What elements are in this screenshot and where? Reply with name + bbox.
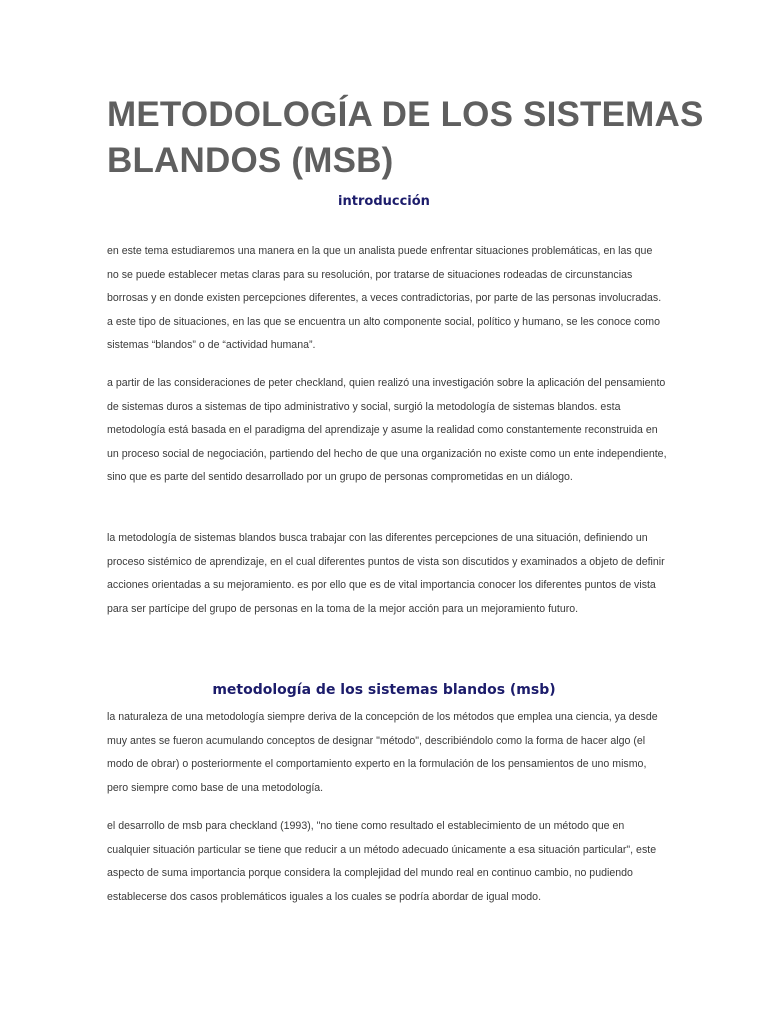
paragraph-intro-2: a partir de las consideraciones de peter checkland, quien realizó una investigación sobre la aplicación del pensamiento de sistemas duros a sistemas de tipo administrativo y social, surgió la metodología de sistemas blandos. esta metodología está basada en el paradigma del aprendizaje y asume la realidad como constantemente reconstruida en un proceso social de negociación, partiendo del hecho de que una organización no existe como un ente independiente, sino que es parte del sentido desarrollado por un grupo de personas comprometidas en un diálogo.: [107, 377, 667, 483]
document-title: METODOLOGÍA DE LOS SISTEMAS BLANDOS (MSB): [107, 95, 704, 180]
section-heading-msb: metodología de los sistemas blandos (msb): [212, 682, 556, 698]
paragraph-intro-3: la metodología de sistemas blandos busca trabajar con las diferentes percepciones de una situación, definiendo un proceso sistémico de aprendizaje, en el cual diferentes puntos de vista son discutidos y examinados a objeto de definir acciones orientadas a su mejoramiento. es por ello que es de vital importancia conocer los diferentes puntos de vista para ser partícipe del grupo de personas en la toma de la mejor acción para un mejoramiento futuro.: [107, 532, 665, 615]
paragraph-msb-2: el desarrollo de msb para checkland (1993), "no tiene como resultado el establecimiento de un método que en cualquier situación particular se tiene que reducir a un método adecuado únicamente a esa situación particular", este aspecto de suma importancia porque considera la complejidad del mundo real en continuo cambio, no pudiendo establecerse dos casos problemáticos iguales a los cuales se podría abordar de igual modo.: [107, 820, 657, 903]
section-heading-introduccion: introducción: [338, 194, 430, 209]
paragraph-intro-1: en este tema estudiaremos una manera en la que un analista puede enfrentar situaciones problemáticas, en las que no se puede establecer metas claras para su resolución, por tratarse de situaciones rodeadas de circunstancias borrosas y en donde existen percepciones diferentes, a veces contradictorias, por parte de las personas involucradas. a este tipo de situaciones, en las que se encuentra un alto componente social, político y humano, se les conoce como sistemas “blandos” o de “actividad humana”.: [107, 245, 662, 351]
paragraph-msb-1: la naturaleza de una metodología siempre deriva de la concepción de los métodos que emplea una ciencia, ya desde muy antes se fueron acumulando conceptos de designar "método", describiéndolo como la forma de hacer algo (el modo de obrar) o posteriormente el comportamiento experto en la formulación de los pensamientos de uno mismo, pero siempre como base de una metodología.: [107, 711, 658, 794]
